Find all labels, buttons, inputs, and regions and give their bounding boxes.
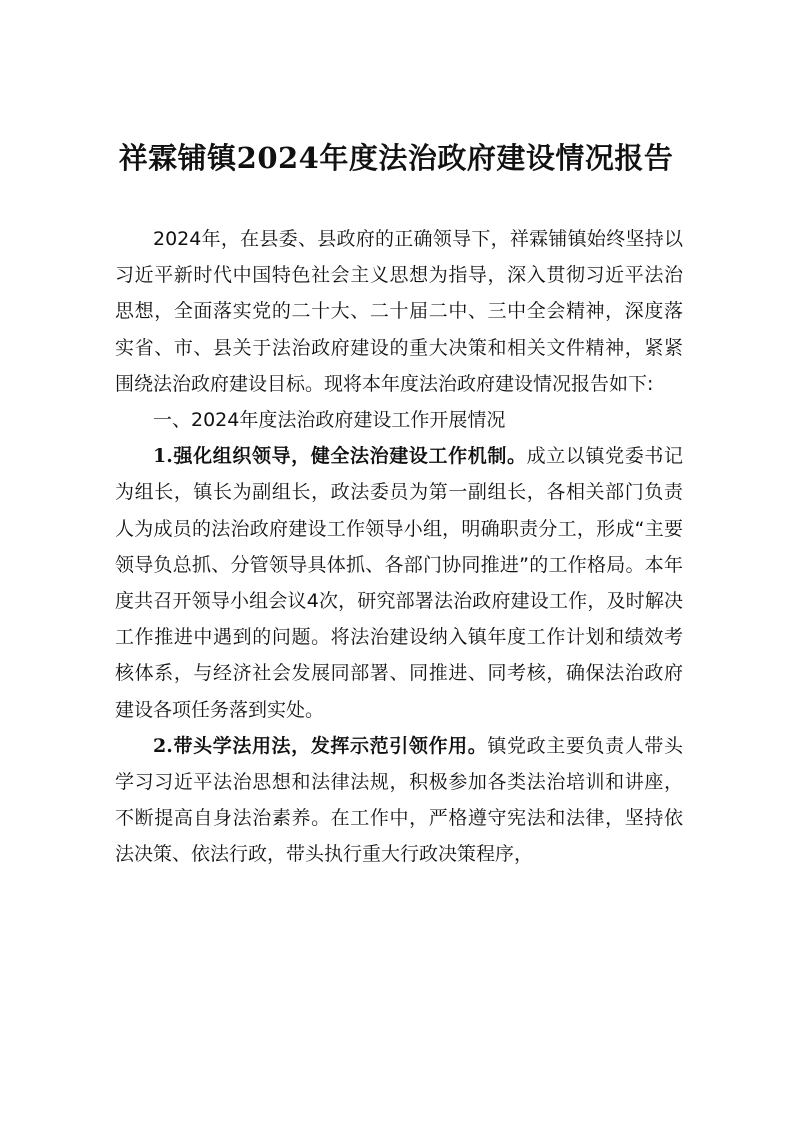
item-2-text: 镇党政主要负责人带头学习习近平法治思想和法律法规，积极参加各类法治培训和讲座，不断提高自身法治素养。在工作中，严格遵守宪法和法律，坚持依法决策、依法行政，带头执行重大行政决策程序，: [115, 734, 683, 866]
item-1-lead: 1.强化组织领导，健全法治建设工作机制。: [153, 445, 527, 468]
document-title: 祥霖铺镇2024年度法治政府建设情况报告: [118, 141, 674, 175]
item-1-paragraph: [115, 438, 683, 728]
section-heading: 一、2024年度法治政府建设工作开展情况: [153, 409, 506, 432]
intro-paragraph: 2024年，在县委、县政府的正确领导下，祥霖铺镇始终坚持以习近平新时代中国特色社会主义思想为指导，深入贯彻习近平法治思想，全面落实党的二十大、二十届二中、三中全会精神，深度落实省、市、县关于法治政府建设的重大决策和相关文件精神，紧紧围绕法治政府建设目标。现将本年度法治政府建设情况报告如下:: [115, 228, 683, 395]
item-2-paragraph: [115, 728, 683, 873]
document-body: [115, 221, 683, 873]
item-1-text: 成立以镇党委书记为组长，镇长为副组长，政法委员为第一副组长，各相关部门负责人为成员的法治政府建设工作领导小组，明确职责分工，形成“主要领导负总抓、分管领导具体抓、各部门协同推进”的工作格局。本年度共召开领导小组会议4次，研究部署法治政府建设工作，及时解决工作推进中遇到的问题。将法治建设纳入镇年度工作计划和绩效考核体系，与经济社会发展同部署、同推进、同考核，确保法治政府建设各项任务落到实处。: [115, 445, 683, 721]
item-2-lead: 2.带头学法用法，发挥示范引领作用。: [153, 734, 488, 757]
